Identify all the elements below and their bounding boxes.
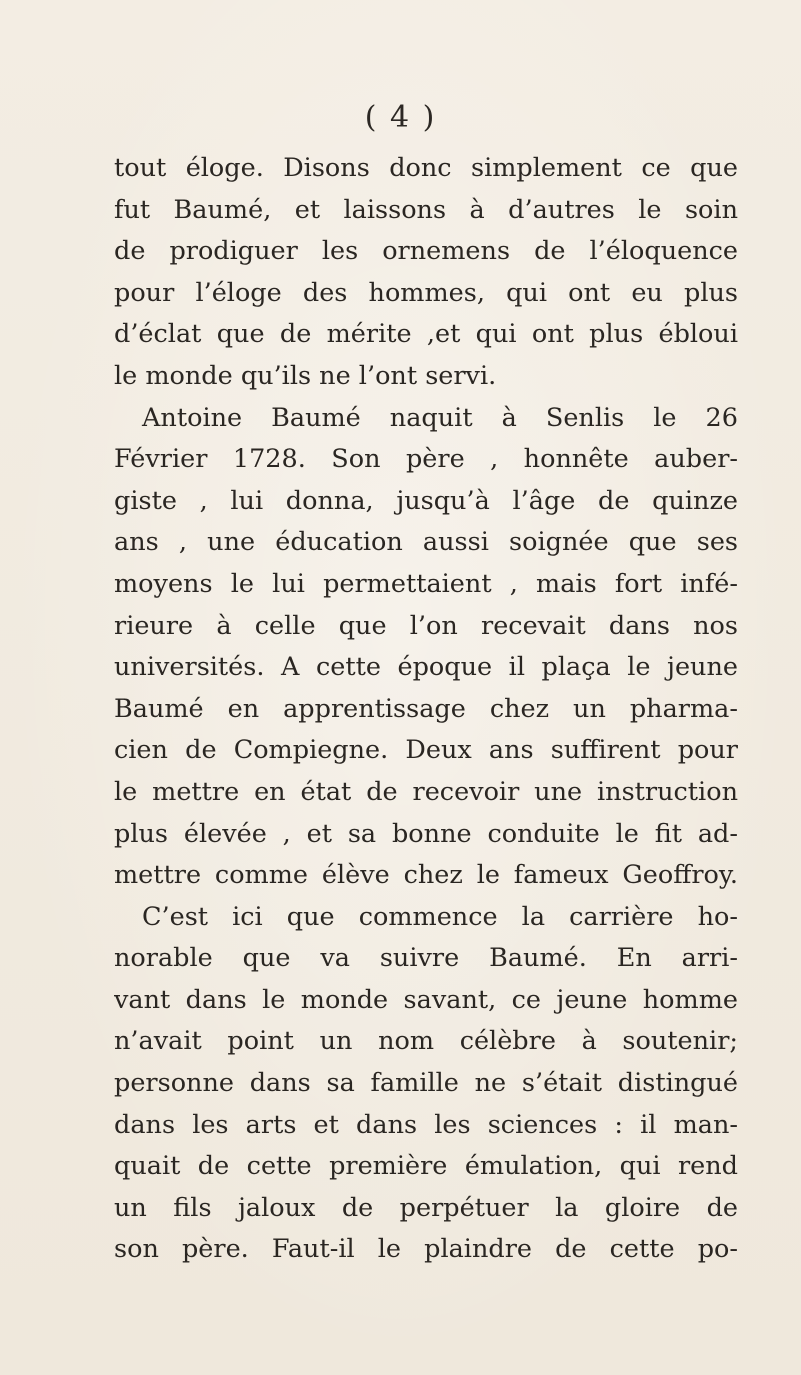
text-line: Antoine Baumé naquit à Senlis le 26 [142,402,738,433]
text-line: le mettre en état de recevoir une instruction [114,776,738,807]
text-line: C’est ici que commence la carrière ho- [142,901,738,932]
text-line: universités. A cette époque il plaça le jeune [114,652,738,683]
text-line: Février 1728. Son père , honnête auber- [114,444,738,475]
text-line: pour l’éloge des hommes, qui ont eu plus [114,277,738,308]
text-line: fut Baumé, et laissons à d’autres le soin [114,194,738,225]
text-line: le monde qu’ils ne l’ont servi. [114,360,497,391]
text-line: mettre comme élève chez le fameux Geoffroy. [114,860,738,891]
text-line: vant dans le monde savant, ce jeune homme [114,984,738,1015]
text-line: moyens le lui permettaient , mais fort infé- [114,568,738,599]
text-line: ans , une éducation aussi soignée que ses [114,527,738,558]
text-line: plus élevée , et sa bonne conduite le fit ad- [114,818,738,849]
page-number: ( 4 ) [364,100,437,135]
text-line: norable que va suivre Baumé. En arri- [114,943,738,974]
text-line: de prodiguer les ornemens de l’éloquence [114,236,738,267]
text-line: rieure à celle que l’on recevait dans nos [114,610,738,641]
text-line: d’éclat que de mérite ,et qui ont plus ébloui [114,319,738,350]
text-line: tout éloge. Disons donc simplement ce que [114,153,738,183]
text-line: cien de Compiegne. Deux ans suffirent pour [114,735,738,766]
text-line: Baumé en apprentissage chez un pharma- [114,693,738,724]
text-line: un fils jaloux de perpétuer la gloire de [114,1192,738,1223]
text-line: quait de cette première émulation, qui rend [114,1151,738,1182]
text-line: giste , lui donna, jusqu’à l’âge de quinze [114,485,738,516]
text-line: dans les arts et dans les sciences : il man- [114,1109,738,1140]
text-line: son père. Faut-il le plaindre de cette po- [114,1234,738,1265]
text-line: n’avait point un nom célèbre à soutenir; [114,1026,738,1057]
text-line: personne dans sa famille ne s’était distingué [114,1068,738,1099]
body-text [114,148,738,1271]
